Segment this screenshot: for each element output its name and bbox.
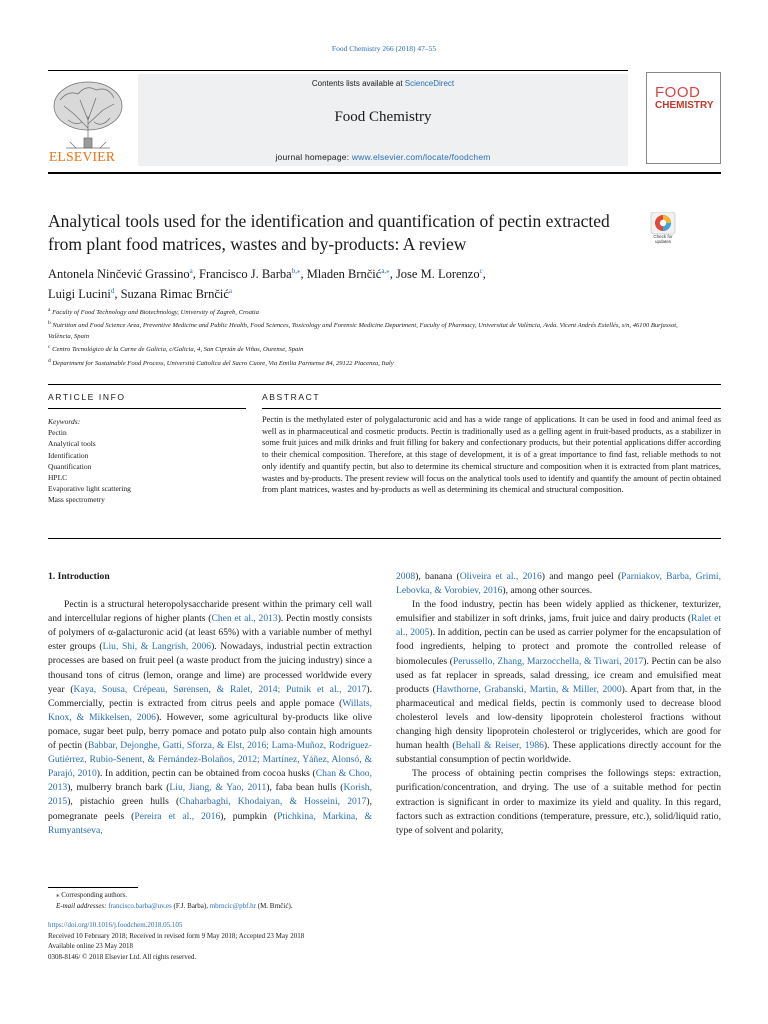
body-text: ), mulberry branch bark (: [67, 782, 170, 794]
body-text: ), pomegranate peels (: [48, 796, 372, 822]
citation-link[interactable]: Korish, 2015: [48, 782, 372, 808]
affiliation-text: Department for Sustainable Food Process, Università Cattolica del Sacro Cuore, Via Emilia Parmense 84, 29122 Piacenza, Italy: [50, 359, 394, 367]
citation-link[interactable]: Ralet et al., 2005: [396, 613, 722, 639]
author-name: Francisco J. Barba: [199, 267, 292, 282]
keyword: HPLC: [48, 473, 68, 483]
contents-prefix: Contents lists available at: [311, 79, 405, 88]
crossmark-icon[interactable]: [645, 212, 681, 250]
email-line: [48, 901, 448, 912]
keyword: Quantification: [48, 461, 92, 471]
author-list: [48, 263, 688, 303]
citation-link[interactable]: Behall & Reiser, 1986: [455, 740, 544, 752]
body-text: ), pumpkin (: [220, 810, 278, 822]
body-paragraph: [396, 570, 721, 598]
body-text: ). Commercially, pectin is extracted from citrus peels and apple pomace (: [48, 683, 372, 709]
keywords-block: [48, 416, 246, 506]
keyword: Analytical tools: [48, 439, 96, 449]
keyword: Mass spectrometry: [48, 495, 105, 505]
citation-link[interactable]: Babbar, Dejonghe, Gatti, Sforza, & Elst, 2016; Lama-Muñoz, Rodríguez-Gutiérrez, Rubio-Senent, & Fernández-Bolaños, 2012; Martínez, Yáñez, Alonsó, & Parajó, 2010: [48, 740, 372, 780]
citation-link[interactable]: 2008: [396, 571, 416, 582]
body-text: ). These applications directly account for the substantial consumption of pectin worldwide.: [396, 740, 721, 766]
email-link[interactable]: francisco.barba@uv.es: [108, 901, 172, 910]
crossmark-label[interactable]: Check for updates: [653, 234, 673, 244]
affiliation-text: Nutrition and Food Science Area, Preventive Medicine and Public Health, Food Sciences, Toxicology and Forensic Medicine Department, Faculty of Pharmacy, Universitat de València, Avda. Vicent Andrés Estellés, s/n, 46100 Burjassot, València, Spain: [48, 322, 678, 341]
article-title: Analytical tools used for the identification and quantification of pectin extracted from plant food matrices, wastes and by-products: A review: [48, 211, 610, 254]
affiliation-marker: c: [48, 344, 51, 351]
email-owner: (M. Brnčić).: [256, 901, 293, 910]
author-affiliation-marker[interactable]: a,⁎: [381, 267, 390, 275]
author-name: Luigi Lucini: [48, 287, 111, 302]
author-separator: ,: [192, 267, 199, 282]
cover-word-chemistry: CHEMISTRY: [655, 100, 714, 111]
keywords-label: Keywords:: [48, 417, 81, 426]
email-label: E-mail addresses:: [56, 901, 109, 910]
body-text: ). However, some agricultural by-products like olive pomace, sugar beet pulp, berry pomace and potato pulp also contain high amounts of pectin (: [48, 711, 372, 752]
author-affiliation-marker[interactable]: a: [228, 287, 232, 296]
journal-cover-thumbnail[interactable]: [646, 72, 721, 164]
body-text: The process of obtaining pectin comprises the followings steps: extraction, purification/concentration, and drying. The use of a suitable method for pectin extraction is significant in order to maximize its yield and quality. In this regard, factors such as extraction conditions (temperature, pressure, etc.), solid/liquid ratio, type of solvent and polarity,: [396, 768, 721, 836]
author-name: Suzana Rimac Brnčić: [120, 287, 229, 302]
body-text: ). Pectin mostly consists of polymers of α-galacturonic acid (at least 65%) with a variable number of methyl ester groups (: [48, 613, 372, 653]
affiliation-text: Centro Tecnológico de la Carne de Galicia, c/Galicia, 4, San Ciprián de Viñas, Ourense, Spain: [50, 346, 304, 354]
keyword: Identification: [48, 450, 89, 460]
sciencedirect-link[interactable]: ScienceDirect: [404, 79, 455, 88]
citation-link[interactable]: Hawthorne, Grabanski, Martin, & Miller, 2000: [435, 683, 622, 695]
body-column-right: [396, 570, 721, 838]
received-dates: Received 10 February 2018; Received in revised form 9 May 2018; Accepted 23 May 2018: [48, 931, 305, 940]
section-divider: [48, 384, 721, 385]
affiliation: [48, 342, 698, 355]
affiliation-list: [48, 305, 698, 369]
affiliation-marker: b: [48, 320, 51, 327]
body-text: ), banana (: [415, 571, 460, 582]
elsevier-wordmark: ELSEVIER: [49, 149, 116, 164]
article-info-rule: [48, 408, 246, 409]
cover-word-food: FOOD: [655, 84, 701, 101]
abstract-rule: [262, 408, 721, 409]
body-paragraph: [396, 767, 721, 837]
author-affiliation-marker[interactable]: a: [189, 267, 193, 275]
affiliation: [48, 305, 698, 318]
section-divider: [48, 538, 721, 539]
body-text: ), faba bean hulls (: [266, 782, 344, 794]
author-affiliation-marker[interactable]: c: [479, 267, 483, 275]
footnotes: [48, 890, 448, 911]
email-link[interactable]: mbrncic@pbf.hr: [209, 901, 256, 910]
email-owner: (F.J. Barba),: [171, 901, 210, 910]
citation-link[interactable]: Ptichkina, Markina, & Rumyantseva,: [48, 810, 372, 836]
author-separator: ,: [389, 267, 396, 282]
body-column-left: [48, 570, 372, 838]
copyright: 0308-8146/ © 2018 Elsevier Ltd. All rights reserved.: [48, 952, 197, 961]
homepage-link[interactable]: www.elsevier.com/locate/foodchem: [351, 152, 491, 162]
masthead-rule: [48, 172, 721, 174]
citation-link[interactable]: Liu, Shi, & Langrish, 2006: [102, 641, 212, 653]
citation-link[interactable]: Kaya, Sousa, Crépeau, Sørensen, & Ralet, 2014; Putnik et al., 2017: [73, 683, 367, 695]
homepage-prefix: journal homepage:: [275, 152, 352, 162]
affiliation: [48, 356, 698, 369]
body-text: ). In addition, pectin can be used as carrier polymer for the encapsulation of food ingredients, helping to protect and promote the controlled release of biomolecules (: [396, 627, 721, 667]
author-affiliation-marker[interactable]: b,⁎: [291, 267, 301, 275]
citation-link[interactable]: Perussello, Zhang, Marzocchella, & Tiwari, 2017: [452, 655, 644, 667]
body-text: ). Apart from that, in the pharmaceutical and medical fields, pectin is commonly used to decrease blood cholesterol levels and low-density lipoprotein cholesterol fractions without changing high density lipoprotein cholesterol or triglycerides, which are good for human health (: [396, 683, 722, 752]
author-name: Mladen Brnčić: [306, 267, 382, 282]
body-text: ). Pectin can be also used as fat replacer in spreads, salad dressing, ice cream and emulsified meat products (: [396, 655, 721, 695]
contents-line: [138, 79, 628, 88]
journal-homepage: [138, 152, 628, 162]
online-date: Available online 23 May 2018: [48, 942, 134, 951]
author-name: Jose M. Lorenzo: [395, 267, 480, 282]
journal-reference[interactable]: Food Chemistry 266 (2018) 47–55: [331, 44, 437, 53]
abstract-heading: ABSTRACT: [262, 392, 321, 402]
body-text: ). Nowadays, industrial pectin extraction processes are based on fruit peel (a waste product from the juicing industry) since a thousand tons of citrus (lemon, orange and lime) are processed worldwide every year (: [48, 641, 373, 695]
affiliation-text: Faculty of Food Technology and Biotechnology, University of Zagreb, Croatia: [50, 309, 259, 317]
keyword: Evaporative light scattering: [48, 484, 131, 494]
body-text: ), among other sources.: [502, 585, 593, 597]
body-paragraph: [396, 598, 721, 767]
affiliation-marker: a: [48, 307, 51, 313]
citation-link[interactable]: Pereira et al., 2016: [134, 810, 221, 822]
affiliation: [48, 318, 698, 342]
author-separator: ,: [482, 267, 486, 282]
body-text: ), pistachio green hulls (: [67, 796, 180, 808]
keyword: Pectin: [48, 428, 67, 438]
citation-link[interactable]: Liu, Jiang, & Yao, 2011: [169, 782, 267, 794]
publication-info: [48, 920, 548, 962]
body-paragraph: [48, 598, 372, 838]
author-affiliation-marker[interactable]: d: [110, 287, 115, 296]
abstract-text: Pectin is the methylated ester of polygalacturonic acid and has a wide range of applications. It can be used in food and animal feed as well as in pharmaceutical and cosmetic products. Pectin is traditionally used as a gelling agent in fruit-based products, as a stabilizer in some fruit juices and milk drinks and fruit filling for bakery and confectionary products, but their potential applications differ according to their chemical composition. Therefore, at this stage of development, it is of a great importance to find fast, reliable methods to not only identify and quantify pectin, but also to determine its chemical structure and composition when it is extracted from plant matrices, wastes and by-products. The present review will focus on the analytical tools used to identify and quantify the amount of pectin obtained from plant matrices, wastes and by-products as well as determining its chemical and structural composition.: [262, 415, 721, 495]
corresponding-author-note: ⁎ Corresponding authors.: [56, 891, 127, 899]
citation-link[interactable]: Parniakov, Barba, Grimi, Lebovka, & Vorobiev, 2016: [396, 571, 721, 597]
body-text: Pectin is a structural heteropolysaccharide present within the primary cell wall and intercellular regions of higher plants (: [48, 599, 372, 625]
body-text: In the food industry, pectin has been widely applied as thickener, texturizer, emulsifier and stabilizer in soft drinks, jams, fruit juice and dairy products (: [396, 599, 721, 625]
author-separator: ,: [114, 287, 121, 302]
article-info-heading: ARTICLE INFO: [48, 392, 126, 402]
affiliation-marker: d: [48, 357, 51, 364]
citation-link[interactable]: Chaharbaghi, Khodaiyan, & Hosseini, 2017: [179, 796, 367, 808]
author-separator: ,: [300, 267, 307, 282]
body-text: ). In addition, pectin can be obtained from cocoa husks (: [96, 768, 316, 780]
citation-link[interactable]: Chen et al., 2013: [211, 613, 278, 625]
section-heading-introduction: 1. Introduction: [48, 571, 110, 582]
body-text: ) and mango peel (: [541, 571, 622, 582]
footnote-rule: [48, 887, 138, 888]
citation-link[interactable]: Chan & Choo, 2013: [48, 768, 372, 794]
journal-title: Food Chemistry: [334, 109, 432, 125]
doi-link[interactable]: https://doi.org/10.1016/j.foodchem.2018.05.105: [48, 921, 183, 929]
author-name: Antonela Ninčević Grassino: [48, 267, 190, 282]
citation-link[interactable]: Oliveira et al., 2016: [459, 571, 542, 582]
citation-link[interactable]: Willats, Knox, & Mikkelsen, 2006: [48, 697, 372, 723]
